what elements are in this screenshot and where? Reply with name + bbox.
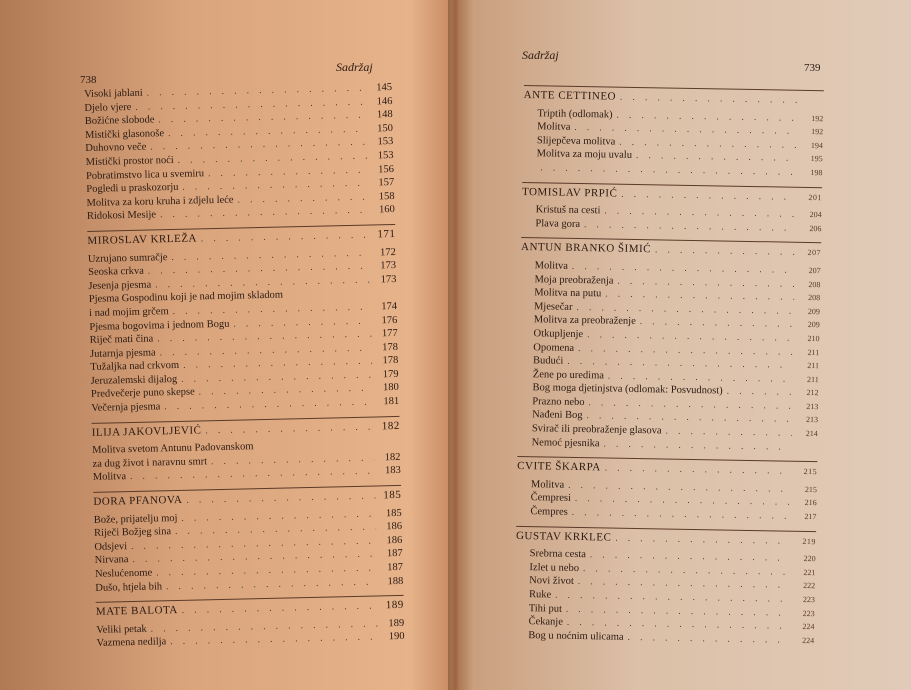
author-name: ANTE CETTINEO xyxy=(523,88,617,103)
page-ref: 186 xyxy=(386,534,403,547)
page-ref: 215 xyxy=(804,484,817,495)
page-ref: 207 xyxy=(807,248,822,258)
author-heading xyxy=(517,456,817,479)
author-name: GUSTAV KRKLEC xyxy=(515,529,612,544)
entry-title: Jesenja pjesma xyxy=(88,279,152,292)
page-ref: 187 xyxy=(386,548,403,560)
page-ref xyxy=(374,446,400,447)
page-ref: 207 xyxy=(808,265,821,276)
dot-leader xyxy=(727,385,793,400)
entry-title: Svirač ili preobraženje glasova xyxy=(531,423,662,437)
page-ref: 180 xyxy=(383,382,400,394)
page-ref: 150 xyxy=(377,122,394,135)
entry-title: Seoska crkva xyxy=(88,265,145,279)
page-ref: 211 xyxy=(807,374,819,384)
page-ref: 215 xyxy=(803,467,818,477)
entry-title: Čempres xyxy=(530,506,568,518)
entry-title: Riječ mati čina xyxy=(89,333,154,347)
dot-leader xyxy=(621,187,796,204)
entry-title: Tužaljka nad crkvom xyxy=(90,360,180,374)
entry-title: Slijepčeva molitva xyxy=(536,135,616,148)
dot-leader xyxy=(620,91,798,108)
page-ref: 220 xyxy=(803,554,816,564)
dot-leader xyxy=(182,600,378,618)
author-heading xyxy=(524,85,824,108)
page-ref: 192 xyxy=(811,127,824,137)
author-name: DORA PFANOVA xyxy=(93,493,183,508)
entry-title: Mistički glasonoše xyxy=(84,127,165,141)
entry-title: Žene po uredima xyxy=(532,368,605,382)
dot-leader xyxy=(603,437,791,454)
page-ref: 198 xyxy=(810,167,823,178)
page-ref: 224 xyxy=(802,622,815,632)
entry-title: Riječi Božjeg sina xyxy=(93,526,172,540)
entry-title: Predvečerje puno skepse xyxy=(90,387,195,401)
entry-title: Moja preobraženja xyxy=(534,273,614,287)
entry-title: Nemoć pjesnika xyxy=(531,436,600,450)
dot-leader xyxy=(205,420,374,437)
entry-title: Visoki jablani xyxy=(84,87,143,100)
page-ref: 187 xyxy=(387,561,404,574)
author-heading xyxy=(92,416,400,441)
page-ref: 206 xyxy=(809,223,822,233)
page-ref: 189 xyxy=(385,599,404,612)
page-ref: 211 xyxy=(807,361,820,371)
entry-title: Kristuš na cesti xyxy=(535,204,601,217)
page-ref: 171 xyxy=(377,227,396,241)
entry-title: Triptih (odlomak) xyxy=(537,107,613,121)
running-head-right: Sadržaj xyxy=(522,48,559,62)
page-ref: 186 xyxy=(386,521,403,533)
page-ref: 195 xyxy=(810,154,823,164)
entry-title: Čempresi xyxy=(530,492,572,505)
page-ref: 213 xyxy=(805,415,819,425)
entry-title: Duhovno veče xyxy=(85,141,147,155)
page-ref: 210 xyxy=(807,333,820,344)
page-ref: 224 xyxy=(802,635,815,645)
dot-leader xyxy=(258,447,375,450)
page-ref: 216 xyxy=(804,498,817,508)
dot-leader xyxy=(615,531,790,548)
entry-title: Molitva za koru kruha i zdjelu leće xyxy=(86,194,234,209)
entry-title: Nađeni Bog xyxy=(532,409,583,422)
entry-title: Prazno nebo xyxy=(532,396,585,408)
dot-leader xyxy=(605,462,792,479)
entry-title: Djelo vjere xyxy=(84,101,132,114)
page-ref: 178 xyxy=(382,355,399,367)
author-name: ILIJA JAKOVLJEVIĆ xyxy=(91,424,202,439)
page-ref: 185 xyxy=(385,507,402,519)
author-heading xyxy=(96,595,404,620)
entry-title: Pobratimstvo lica u svemiru xyxy=(85,167,205,182)
page-ref: 153 xyxy=(377,149,394,162)
entry-title: Molitva svetom Antunu Padovanskom xyxy=(92,441,254,457)
entry-title: Izlet u nebo xyxy=(529,561,580,574)
entry-title: Pjesma bogovima i jednom Bogu xyxy=(89,318,230,333)
dot-leader xyxy=(584,218,796,235)
entry-title: Molitva xyxy=(92,471,127,484)
entry-title: Uzrujano sumračje xyxy=(87,251,168,265)
page-ref: 194 xyxy=(810,140,823,151)
page-ref: 174 xyxy=(381,300,398,313)
page-ref: 160 xyxy=(378,204,395,216)
page-ref: 182 xyxy=(381,419,400,432)
page-ref: 177 xyxy=(381,328,398,340)
table-of-contents-left xyxy=(84,81,405,651)
page-ref: 223 xyxy=(802,594,816,605)
page-ref: 173 xyxy=(380,260,397,272)
page-ref: 176 xyxy=(381,314,398,326)
dot-leader xyxy=(655,244,795,260)
page-ref: 209 xyxy=(807,320,820,330)
entry-title: Vazmena nedilja xyxy=(96,636,167,650)
dot-leader xyxy=(201,229,370,246)
entry-title: Molitva za preobraženje xyxy=(533,314,636,328)
page-ref: 221 xyxy=(803,567,816,577)
dot-leader xyxy=(572,506,791,523)
entry-title: Otkupljenje xyxy=(533,328,584,340)
page-ref: 223 xyxy=(802,608,815,618)
dot-leader xyxy=(186,490,375,508)
entry-title: Bog moga djetinjstva (odlomak: Posvudnost) xyxy=(532,382,723,397)
right-page xyxy=(456,0,911,690)
entry-title: Molitva xyxy=(530,479,565,491)
entry-title: Ruke xyxy=(528,589,552,601)
entry-title: Jeruzalemski dijalog xyxy=(90,373,178,387)
page-ref: 213 xyxy=(806,401,819,412)
page-ref: 146 xyxy=(376,95,393,107)
entry-title: Srebrna cesta xyxy=(529,548,587,561)
entry-title: Ridokosi Mesije xyxy=(86,209,157,223)
page-ref: 189 xyxy=(388,617,405,630)
page-ref: 208 xyxy=(808,279,821,289)
entry-title: za dug život i naravnu smrt xyxy=(92,456,208,470)
page-ref: 222 xyxy=(803,581,816,591)
entry-title: Opomena xyxy=(533,341,575,354)
page-ref: 192 xyxy=(811,113,824,123)
page-ref: 219 xyxy=(802,536,817,546)
entry-title: Budući xyxy=(532,355,564,367)
entry-title: Molitva za moju uvalu xyxy=(536,148,633,162)
entry-title: Neslućenome xyxy=(94,567,153,580)
page-ref: 158 xyxy=(378,190,395,203)
author-heading xyxy=(93,485,401,510)
page-number-left: 738 xyxy=(80,74,97,86)
page-ref: 172 xyxy=(379,246,396,258)
author-heading xyxy=(516,526,816,549)
dot-leader xyxy=(627,631,788,647)
entry-title: Veliki petak xyxy=(96,623,147,636)
table-of-contents-right xyxy=(514,78,824,648)
page-ref: 156 xyxy=(378,163,395,175)
page-ref: 178 xyxy=(382,341,399,353)
author-heading xyxy=(522,182,822,205)
page-ref: 201 xyxy=(808,192,823,202)
running-head-left: Sadržaj xyxy=(336,60,373,74)
entry-title: Pjesma Gospodinu koji je nad mojim skladom xyxy=(88,289,284,306)
entry-title: Pogledi u praskozorju xyxy=(86,182,179,196)
entry-title: i nad mojim grčem xyxy=(88,306,169,319)
page-ref: 190 xyxy=(388,631,405,643)
author-name: TOMISLAV PRPIĆ xyxy=(521,185,618,200)
entry-title: Plava gora xyxy=(535,217,581,230)
page-ref xyxy=(371,295,397,296)
entry-title: Tihi put xyxy=(528,602,563,615)
entry-title: Molitva xyxy=(534,260,569,272)
page-ref: 181 xyxy=(383,395,400,408)
page-ref: 182 xyxy=(384,451,401,464)
author-name: MIROSLAV KRLEŽA xyxy=(87,232,198,247)
entry-title: Jutarnja pjesma xyxy=(89,347,156,360)
page-ref: 188 xyxy=(387,575,404,587)
entry-title: Večernja pjesma xyxy=(91,401,161,414)
page-ref: 179 xyxy=(382,368,399,381)
page-ref: 153 xyxy=(377,136,394,148)
page-ref: 214 xyxy=(805,429,818,439)
entry-title: Bože, prijatelju moj xyxy=(93,512,178,526)
entry-title: Nirvana xyxy=(94,554,129,567)
entry-title: Odsjevi xyxy=(94,540,128,553)
page-ref: 217 xyxy=(804,511,817,522)
author-heading xyxy=(87,224,395,249)
entry-title: Mistički prostor noći xyxy=(85,154,174,168)
page-ref: 204 xyxy=(809,210,822,220)
author-heading xyxy=(521,237,821,260)
dot-leader xyxy=(287,296,371,298)
page-ref: 185 xyxy=(383,488,402,502)
author-name: MATE BALOTA xyxy=(95,604,178,619)
page-ref: 183 xyxy=(384,465,401,477)
entry-title: Molitva xyxy=(537,121,571,134)
page-ref: 212 xyxy=(806,388,819,398)
page-ref: 211 xyxy=(807,347,820,357)
page-ref: 148 xyxy=(376,109,393,121)
author-name: CVITE ŠKARPA xyxy=(517,460,601,474)
entry-title: Molitva na putu xyxy=(534,287,602,300)
page-ref: 173 xyxy=(380,273,397,286)
left-page xyxy=(0,0,452,690)
author-name: ANTUN BRANKO ŠIMIĆ xyxy=(520,241,652,256)
page-ref: 145 xyxy=(376,82,393,94)
entry-title: Bog u noćnim ulicama xyxy=(528,629,624,643)
page-number-right: 739 xyxy=(804,62,821,74)
page-ref: 157 xyxy=(378,177,395,189)
entry-title: Novi život xyxy=(529,575,574,588)
entry-title: Mjesečar xyxy=(533,300,573,313)
entry-title: Dušo, htjela bih xyxy=(95,580,163,594)
entry-title: Božićne slobode xyxy=(84,114,155,128)
page-ref: 208 xyxy=(808,293,821,303)
entry-title: Čekanje xyxy=(528,616,564,628)
page-ref: 209 xyxy=(807,306,821,316)
